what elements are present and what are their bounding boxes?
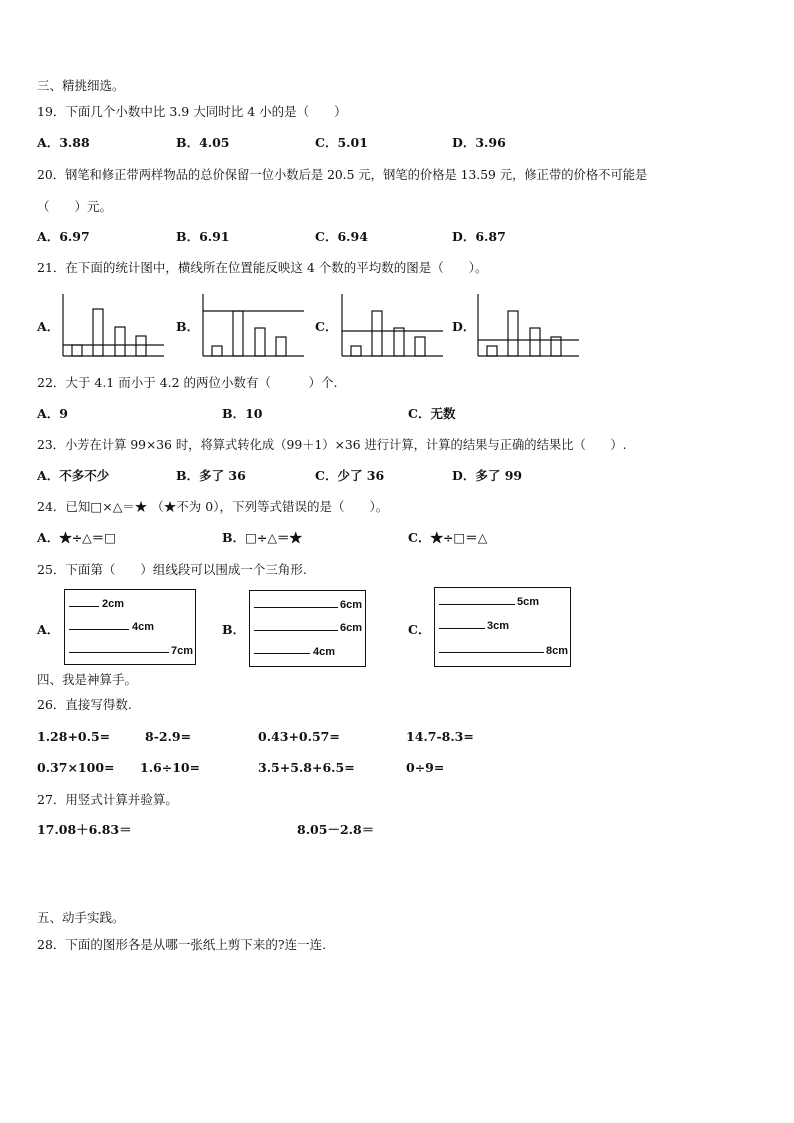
q27-item: 17.08＋6.83＝ [37,822,132,837]
segment-4cm [254,653,310,654]
q19-option-c[interactable]: C．5.01 [315,135,368,150]
q26-item: 1.6÷10= [140,760,201,775]
chart-b-bar-2 [233,311,243,356]
chart-b-bar-4 [276,337,286,356]
q25-group-a [64,589,196,665]
q20-option-c[interactable]: C．6.94 [315,229,368,244]
chart-c-bar-1 [351,346,361,356]
q22-option-c[interactable]: C．无数 [408,406,456,421]
q21-chart-b [202,294,306,358]
chart-a-bar-2 [93,309,103,356]
segment-label: 6cm [340,622,363,634]
segment-6cm [254,607,338,608]
chart-a-bar-3 [115,327,125,356]
segment-label: 4cm [313,646,336,658]
q19-option-b[interactable]: B．4.05 [176,135,230,150]
chart-c-bar-4 [415,337,425,356]
segment-3cm [439,628,485,629]
chart-c-bar-3 [394,328,404,356]
q26-item: 1.28+0.5= [37,729,111,744]
segment-8cm [439,652,544,653]
q23-option-a[interactable]: A．不多不少 [37,468,110,483]
segment-5cm [439,604,515,605]
q22-option-b[interactable]: B．10 [222,406,263,421]
q26-item: 8-2.9= [145,729,192,744]
segment-label: 4cm [132,621,155,633]
q23-stem: 23．小芳在计算 99×36 时，将算式转化成（99＋1）×36 进行计算，计算的结果与正确的结果比（ ）. [37,438,627,452]
q19-option-d[interactable]: D．3.96 [452,135,506,150]
q19-option-a[interactable]: A．3.88 [37,135,90,150]
section-4-title: 四、我是神算手。 [37,672,138,687]
q26-stem: 26．直接写得数. [37,697,132,712]
chart-d-bar-1 [487,346,497,356]
q20-option-b[interactable]: B．6.91 [176,229,230,244]
segment-2cm [69,606,99,607]
q24-option-a[interactable]: A．★÷△＝□ [37,530,117,545]
segment-6cm [254,630,338,631]
q23-option-d[interactable]: D．多了 99 [452,468,523,483]
q22-option-a[interactable]: A．9 [37,406,68,421]
q26-item: 14.7-8.3= [406,729,474,744]
section-5-title: 五、动手实践。 [37,910,125,925]
q26-item: 3.5+5.8+6.5= [258,760,355,775]
segment-label: 6cm [340,599,363,611]
segment-label: 3cm [487,620,510,632]
q27-item: 8.05－2.8＝ [297,822,375,837]
q21-chart-a [62,294,166,358]
segment-label: 8cm [546,645,569,657]
chart-c-bar-2 [372,311,382,356]
q25-stem: 25．下面第（ ）组线段可以围成一个三角形. [37,562,307,577]
chart-a-bar-4 [136,336,146,356]
q23-option-b[interactable]: B．多了 36 [176,468,246,483]
q19-stem: 19．下面几个小数中比 3.9 大同时比 4 小的是（ ） [37,104,347,119]
chart-d-bar-3 [530,328,540,356]
chart-a-bar-1 [72,345,82,356]
chart-b-bar-1 [212,346,222,356]
q26-item: 0.37×100= [37,760,115,775]
q21-chart-c [341,294,445,358]
q21-label-a[interactable]: A． [37,319,60,334]
q21-label-d[interactable]: D． [452,319,476,334]
q26-item: 0.43+0.57= [258,729,340,744]
q20-option-d[interactable]: D．6.87 [452,229,506,244]
q21-label-c[interactable]: C． [315,319,338,334]
q21-stem: 21．在下面的统计图中，横线所在位置能反映这 4 个数的平均数的图是（ ）。 [37,260,488,275]
q20-option-a[interactable]: A．6.97 [37,229,90,244]
segment-4cm [69,629,129,630]
q24-stem: 24．已知□×△＝★ （★不为 0），下列等式错误的是（ ）。 [37,499,389,514]
q21-chart-d [477,294,581,358]
q25-group-b [249,590,366,667]
segment-label: 2cm [102,598,125,610]
q25-group-c [434,587,571,667]
chart-d-bar-2 [508,311,518,356]
q20-stem: 20．钢笔和修正带两样物品的总价保留一位小数后是 20.5 元，钢笔的价格是 13.59 元，修正带的价格不可能是 [37,168,648,182]
q25-label-b[interactable]: B． [222,622,246,637]
q25-label-a[interactable]: A． [37,622,60,637]
segment-7cm [69,652,169,653]
q25-label-c[interactable]: C． [408,622,431,637]
q21-label-b[interactable]: B． [176,319,200,334]
segment-label: 7cm [171,645,194,657]
segment-label: 5cm [517,596,540,608]
q27-stem: 27．用竖式计算并验算。 [37,792,178,807]
q22-stem: 22．大于 4.1 而小于 4.2 的两位小数有（ ）个. [37,375,338,390]
q24-option-c[interactable]: C．★÷□＝△ [408,530,488,545]
q24-option-b[interactable]: B．□÷△＝★ [222,530,302,545]
q28-stem: 28．下面的图形各是从哪一张纸上剪下来的?连一连. [37,937,327,952]
q20-stem-continued: （ ）元。 [37,199,113,214]
section-3-title: 三、精挑细选。 [37,78,125,93]
q26-item: 0÷9= [406,760,445,775]
q23-option-c[interactable]: C．少了 36 [315,468,385,483]
chart-b-bar-3 [255,328,265,356]
